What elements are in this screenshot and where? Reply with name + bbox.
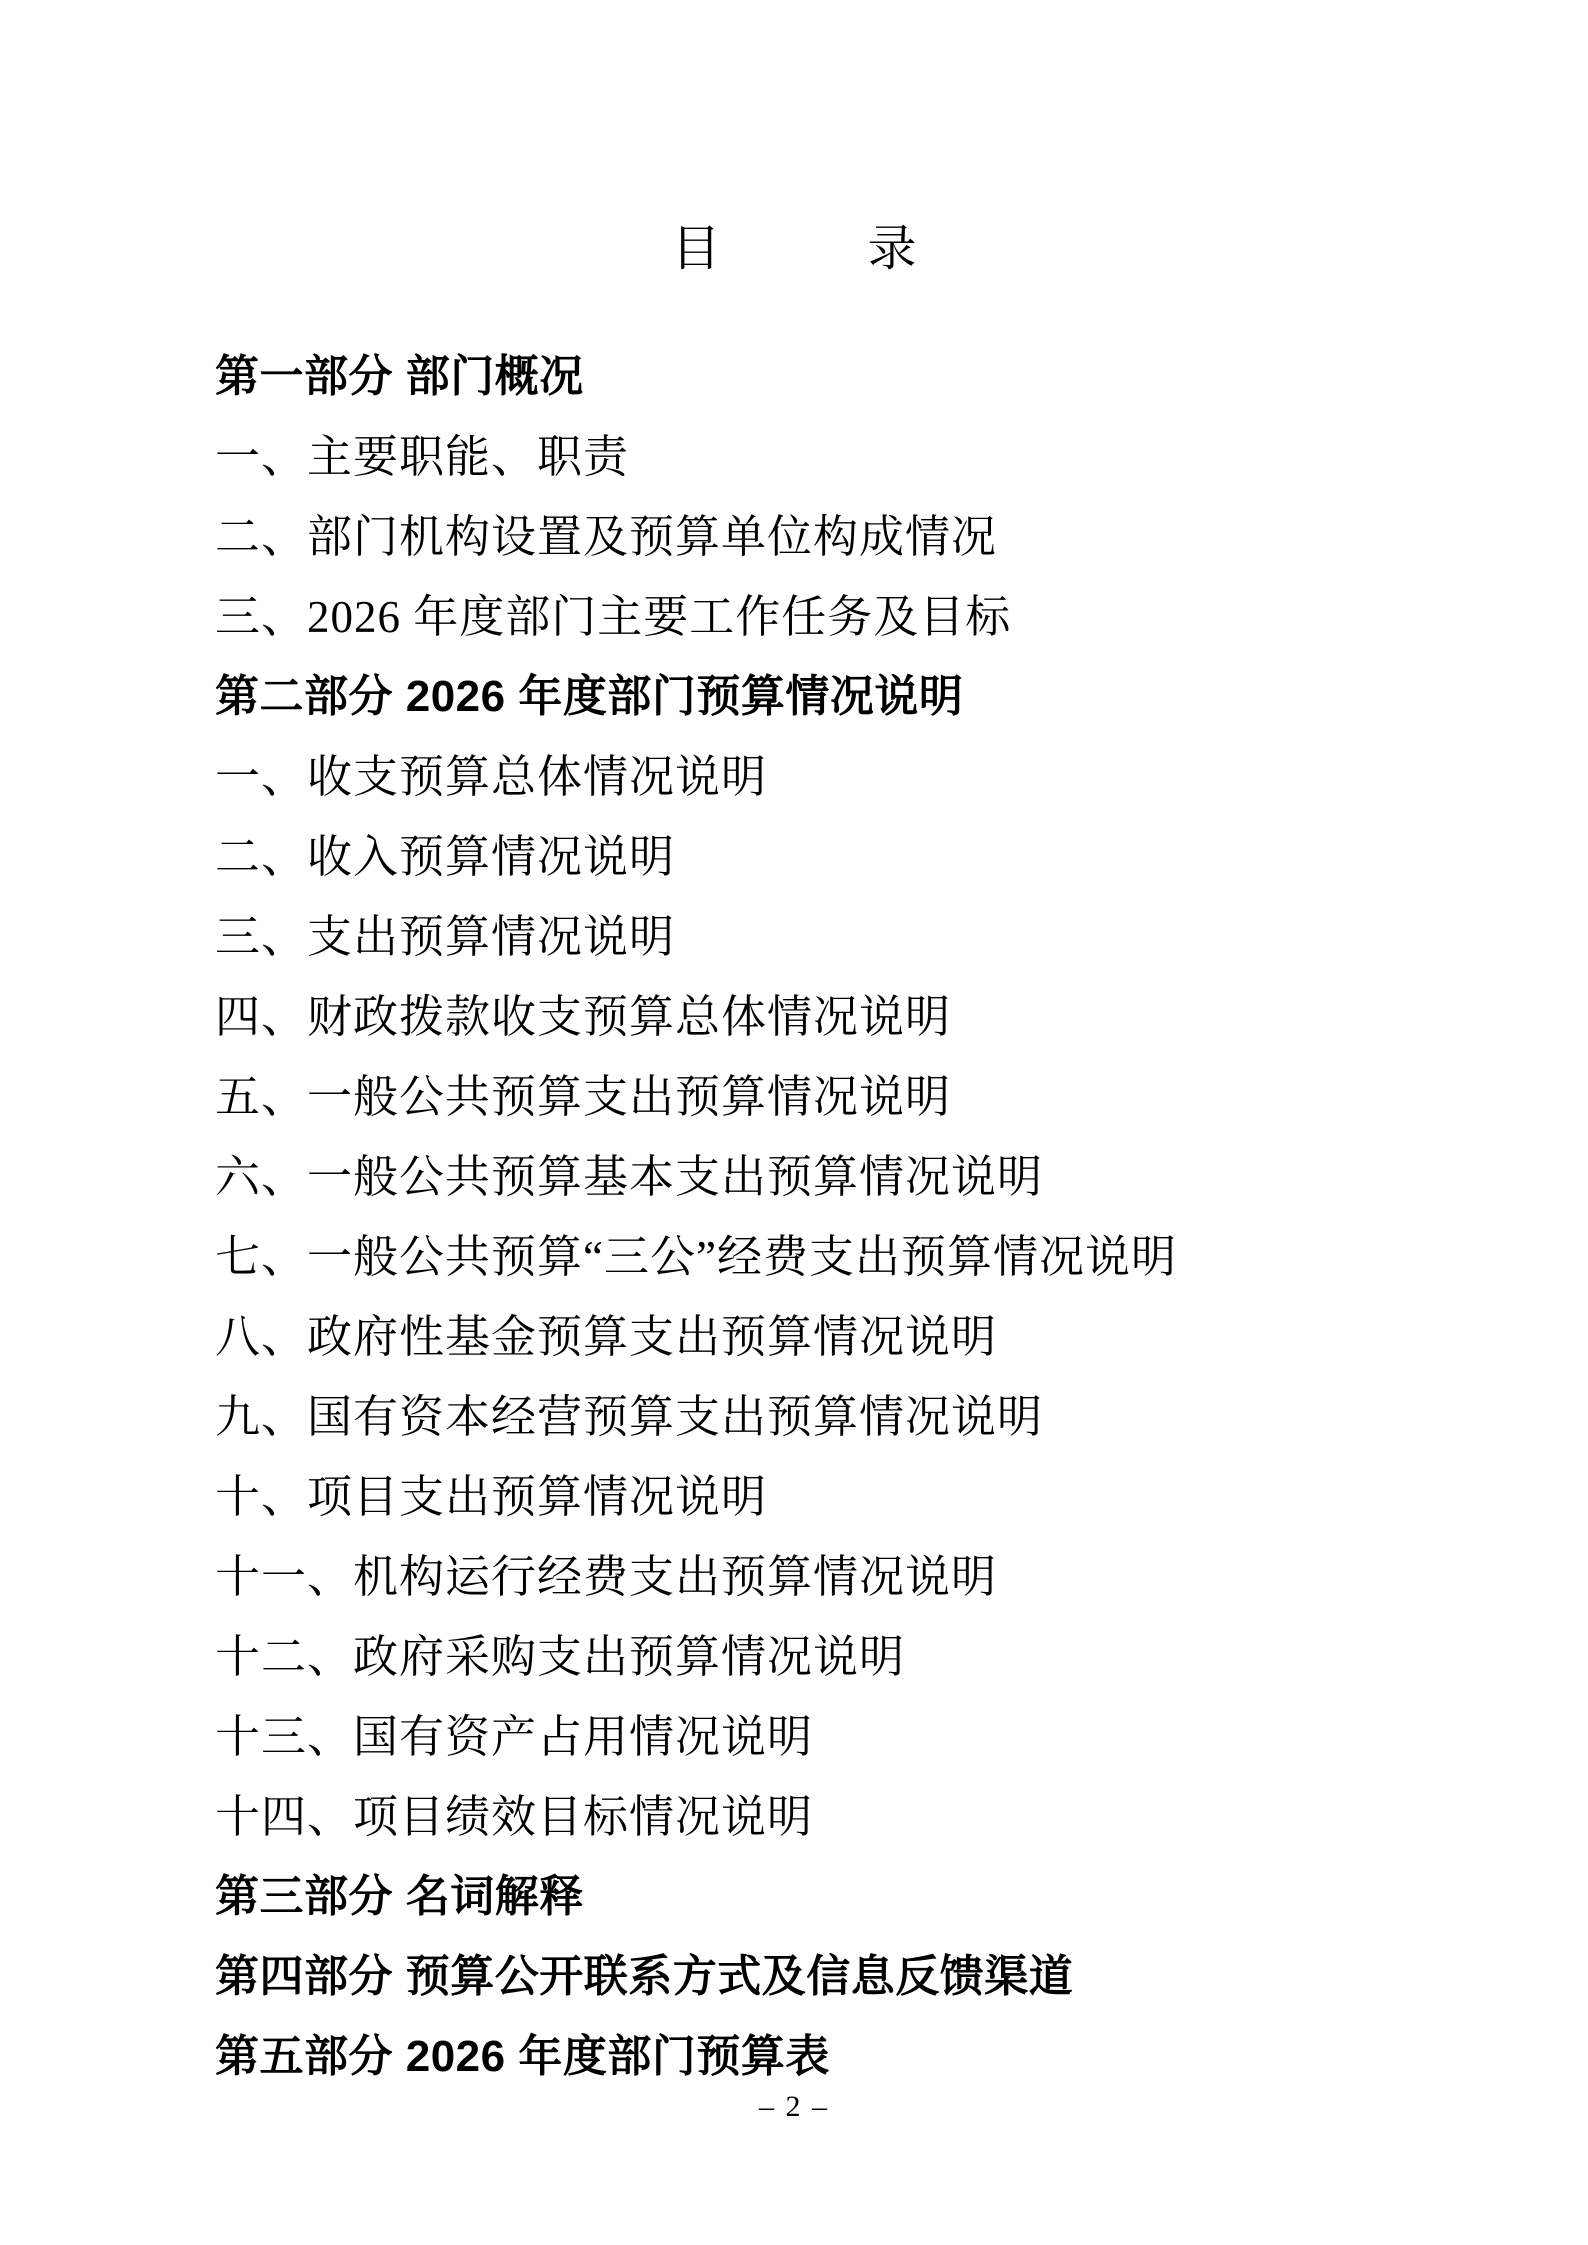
toc-entry <box>215 1292 1488 1372</box>
toc-entry <box>215 1612 1488 1692</box>
toc-entry <box>215 1052 1488 1132</box>
page-number: – 2 – <box>759 2090 829 2123</box>
toc-entry-text: 三、2026 年度部门主要工作任务及目标 <box>215 591 1012 642</box>
toc-entry-text: 十、项目支出预算情况说明 <box>215 1471 768 1522</box>
toc-entry-text: 十一、机构运行经费支出预算情况说明 <box>215 1551 998 1602</box>
toc-entry <box>215 2012 1488 2092</box>
toc-entry <box>215 1132 1488 1212</box>
toc-entry-text: 第一部分 部门概况 <box>215 352 584 401</box>
page-title: 目 录 <box>671 221 917 276</box>
toc-list <box>215 332 1488 2092</box>
toc-entry-text: 一、主要职能、职责 <box>215 431 630 482</box>
toc-entry-text: 第二部分 2026 年度部门预算情况说明 <box>215 672 964 721</box>
toc-entry <box>215 332 1488 412</box>
toc-entry <box>215 1852 1488 1932</box>
toc-entry <box>215 492 1488 572</box>
toc-entry-text: 第三部分 名词解释 <box>215 1872 584 1921</box>
toc-entry <box>215 1932 1488 2012</box>
toc-entry-text: 十三、国有资产占用情况说明 <box>215 1711 814 1762</box>
toc-entry-text: 八、政府性基金预算支出预算情况说明 <box>215 1311 998 1362</box>
toc-entry-text: 四、财政拨款收支预算总体情况说明 <box>215 991 952 1042</box>
toc-entry-text: 二、部门机构设置及预算单位构成情况 <box>215 511 998 562</box>
toc-entry-text: 三、支出预算情况说明 <box>215 911 676 962</box>
toc-entry <box>215 892 1488 972</box>
toc-entry-text: 十二、政府采购支出预算情况说明 <box>215 1631 906 1682</box>
toc-entry <box>215 732 1488 812</box>
toc-entry <box>215 812 1488 892</box>
toc-entry <box>215 1772 1488 1852</box>
toc-entry-text: 第五部分 2026 年度部门预算表 <box>215 2032 830 2081</box>
toc-entry <box>215 972 1488 1052</box>
toc-entry <box>215 1372 1488 1452</box>
toc-entry <box>215 652 1488 732</box>
toc-entry-text: 六、一般公共预算基本支出预算情况说明 <box>215 1151 1044 1202</box>
toc-entry-text: 九、国有资本经营预算支出预算情况说明 <box>215 1391 1044 1442</box>
toc-entry-text: 二、收入预算情况说明 <box>215 831 676 882</box>
toc-entry-text: 五、一般公共预算支出预算情况说明 <box>215 1071 952 1122</box>
toc-entry <box>215 1212 1488 1292</box>
toc-entry <box>215 572 1488 652</box>
toc-entry-text: 一、收支预算总体情况说明 <box>215 751 768 802</box>
toc-entry-text: 十四、项目绩效目标情况说明 <box>215 1791 814 1842</box>
toc-entry <box>215 1692 1488 1772</box>
toc-entry-text: 七、一般公共预算“三公”经费支出预算情况说明 <box>215 1231 1177 1282</box>
toc-entry <box>215 1452 1488 1532</box>
toc-entry <box>215 412 1488 492</box>
toc-entry-text: 第四部分 预算公开联系方式及信息反馈渠道 <box>215 1952 1074 2001</box>
toc-entry <box>215 1532 1488 1612</box>
